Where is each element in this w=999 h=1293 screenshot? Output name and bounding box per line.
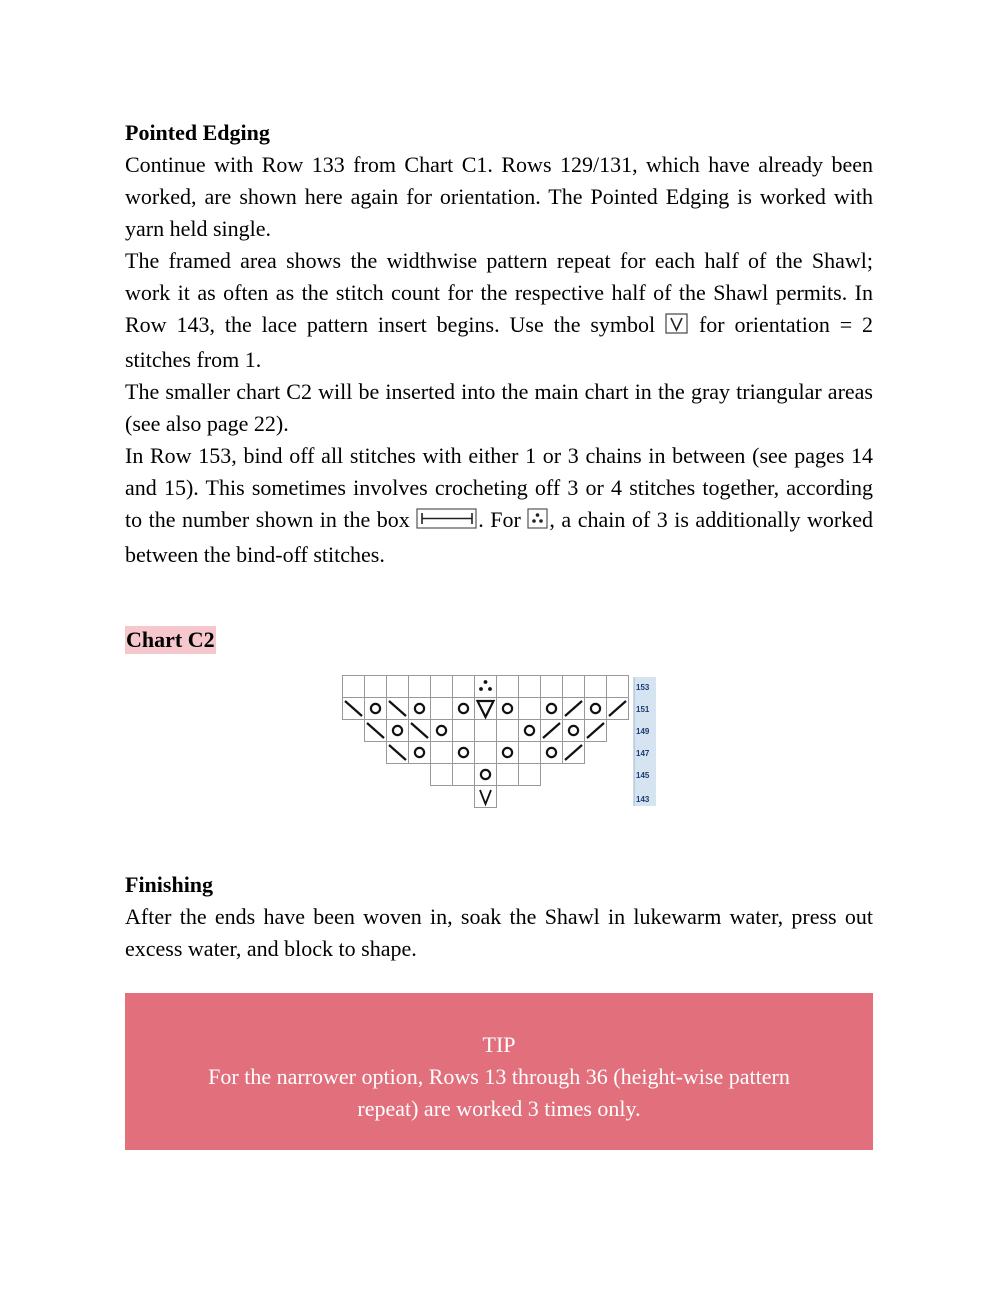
paragraph-bind-off-text: In Row 153, bind off all stitches with either 1 or 3 chains in between (see pages 14 and 15). This sometimes involves crocheting off 3 or 4 stitches together, according to the number shown in the box [125, 443, 873, 532]
row-label-145: 145 [636, 771, 650, 780]
section-heading-pointed-edging: Pointed Edging [125, 120, 270, 145]
bind-off-box-icon [416, 507, 478, 539]
tip-title: TIP [482, 1032, 516, 1057]
paragraph-bind-off-text-middle: . For [478, 507, 521, 532]
paragraph-continue: Continue with Row 133 from Chart C1. Rows 129/131, which have already been worked, are shown here again for orientation. The Pointed Edging is worked with yarn held single. [125, 152, 873, 241]
paragraph-framed-area-text-end: for orientation = 2 stitches from 1. [125, 312, 874, 372]
main-content [125, 117, 873, 654]
tip-text: For the narrower option, Rows 13 through 36 (height-wise pattern repeat) are worked 3 times only. [208, 1064, 790, 1121]
row-label-147: 147 [636, 749, 650, 758]
row-labels [634, 677, 656, 806]
row-label-151: 151 [636, 705, 650, 714]
two-from-one-symbol-icon [665, 312, 689, 344]
chart-c2 [340, 674, 670, 814]
chart-c2-grid [340, 674, 670, 814]
row-label-143: 143 [636, 795, 650, 804]
paragraph-framed-area [125, 245, 873, 376]
paragraph-smaller-chart: The smaller chart C2 will be inserted into the main chart in the gray triangular areas (see also page 22). [125, 379, 873, 436]
paragraph-bind-off [125, 440, 873, 571]
chain-of-three-symbol-icon [527, 507, 549, 539]
section-heading-finishing: Finishing [125, 872, 214, 897]
finishing-section [125, 869, 873, 965]
tip-box [125, 993, 873, 1150]
paragraph-finishing: After the ends have been woven in, soak the Shawl in lukewarm water, press out excess water, and block to shape. [125, 904, 873, 961]
row-label-149: 149 [636, 727, 650, 736]
chart-c2-title: Chart C2 [126, 627, 215, 652]
row-label-153: 153 [636, 683, 650, 692]
paragraph-bind-off-text-end: , a chain of 3 is additionally worked between the bind-off stitches. [125, 507, 874, 567]
paragraph-framed-area-text: The framed area shows the widthwise pattern repeat for each half of the Shawl; work it as often as the stitch count for the respective half of the Shawl permits. In Row 143, the lace pattern insert begins. Use the symbol [125, 248, 873, 337]
